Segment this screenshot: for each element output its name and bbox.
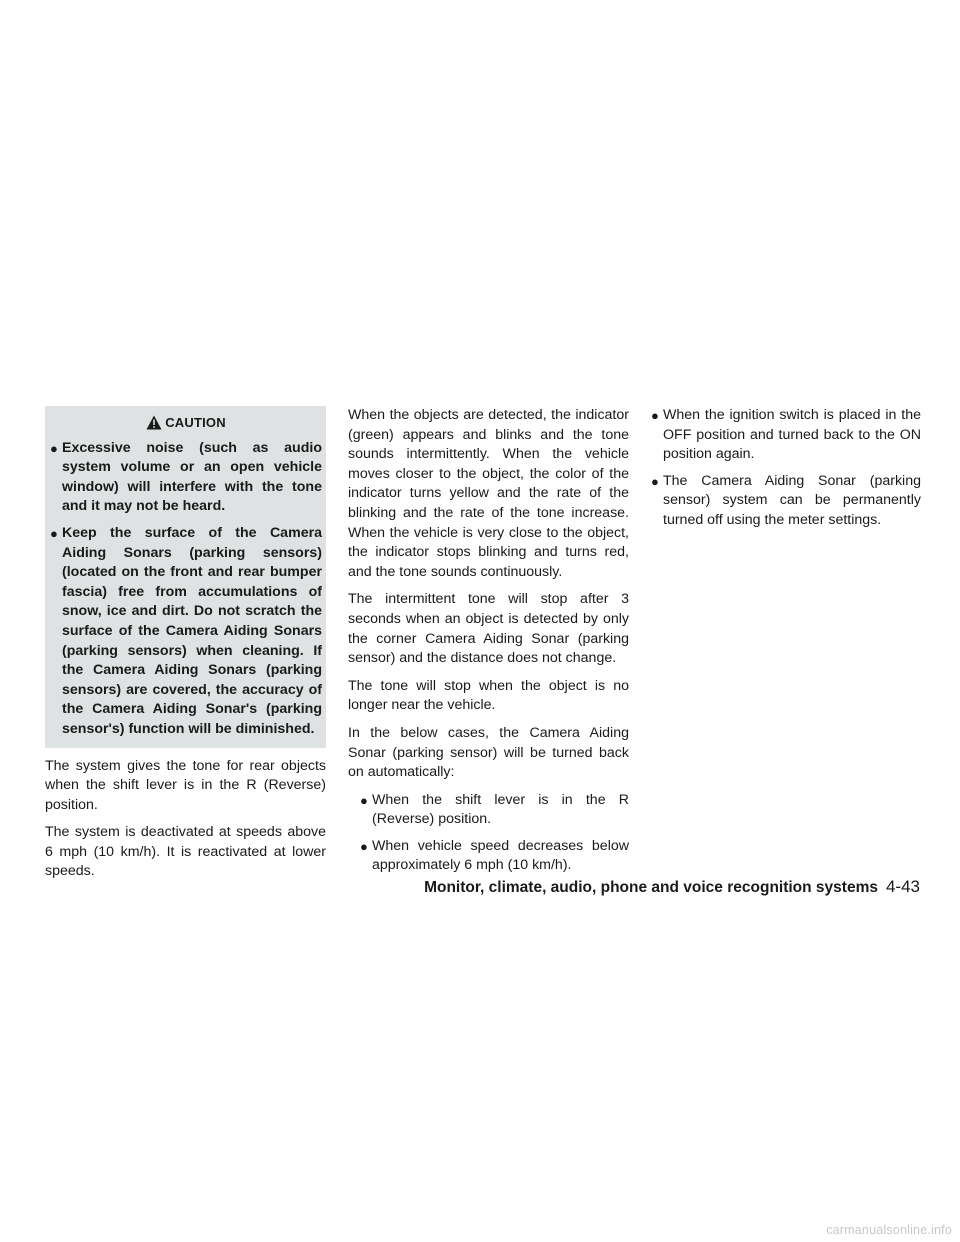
caution-item	[50, 439, 322, 517]
paragraph: The intermittent tone will stop after 3 seconds when an object is detected by only the corner Camera Aiding Sonar (parking sensor) and the distance does not change.	[348, 591, 629, 667]
caution-item	[50, 524, 322, 740]
page-footer	[424, 877, 920, 898]
caution-box	[45, 406, 326, 748]
bullet-icon: ●	[50, 440, 58, 456]
bullet-icon: ●	[50, 525, 58, 541]
paragraph: In the below cases, the Camera Aiding Sonar (parking sensor) will be turned back on automatically:	[348, 724, 629, 781]
list-item	[651, 406, 921, 465]
list-item-text: When vehicle speed decreases below approximately 6 mph (10 km/h).	[372, 837, 629, 874]
bullet-icon: ●	[360, 838, 368, 854]
column-right	[651, 406, 921, 531]
caution-title: CAUTION	[165, 415, 226, 430]
paragraph: The system gives the tone for rear objects when the shift lever is in the R (Reverse) position.	[45, 757, 326, 813]
watermark: carmanualsonline.info	[826, 1223, 952, 1237]
column-left	[45, 406, 326, 890]
bullet-icon: ●	[360, 792, 368, 808]
paragraph: When the objects are detected, the indicator (green) appears and blinks and the tone sounds intermittently. When the vehicle moves closer to the object, the color of the indicator turns yellow and the rate of the blinking and the rate of the tone increase. When the vehicle is very close to the object, the indicator stops blinking and turns red, and the tone sounds continuously.	[348, 407, 629, 580]
column-middle	[348, 406, 629, 876]
section-title: Monitor, climate, audio, phone and voice recognition systems	[424, 879, 878, 896]
caution-item-text: Excessive noise (such as audio system volume or an open vehicle window) will interfere with the tone and it may not be heard.	[62, 439, 322, 515]
list-item-text: When the ignition switch is placed in the OFF position and turned back to the ON position again.	[663, 407, 921, 463]
warning-triangle-icon	[146, 415, 162, 430]
list-item-text: The Camera Aiding Sonar (parking sensor) system can be permanently turned off using the meter settings.	[663, 472, 921, 528]
bullet-icon: ●	[651, 408, 659, 423]
list-item	[651, 472, 921, 531]
bullet-icon: ●	[651, 473, 659, 489]
paragraph: The tone will stop when the object is no longer near the vehicle.	[348, 677, 629, 714]
caution-header	[50, 413, 322, 433]
list-item	[360, 791, 629, 830]
caution-item-text: Keep the surface of the Camera Aiding Sonars (parking sensors) (located on the front and rear bumper fascia) free from accumulations of snow, ice and dirt. Do not scratch the surface of the Camera Aiding Sonars (parking sensors) when cleaning. If the Camera Aiding Sonars (parking sensors) are covered, the accuracy of the Camera Aiding Sonar's (parking sensor's) function will be diminished.	[62, 524, 322, 737]
paragraph: The system is deactivated at speeds above 6 mph (10 km/h). It is reactivated at lower speeds.	[45, 824, 326, 880]
list-item-text: When the shift lever is in the R (Reverse) position.	[372, 791, 629, 828]
page-number: 4-43	[885, 877, 920, 896]
list-item	[360, 837, 629, 876]
